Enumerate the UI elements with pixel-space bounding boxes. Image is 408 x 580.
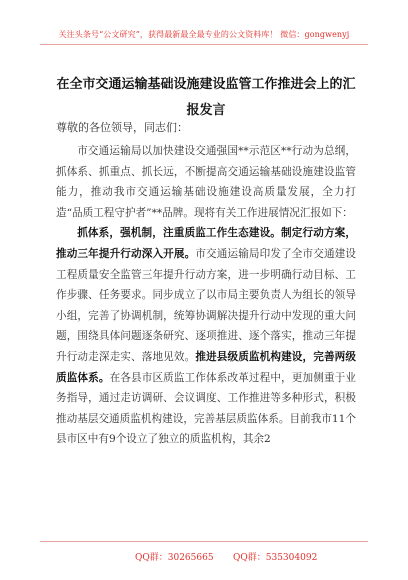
footer-divider [40,541,368,542]
paragraph-section-1 [56,223,356,450]
section-text-2: 在各县市区质监工作体系改革过程中，更加侧重于业务指导，通过走访调研、会议调度、工作推进等多种形式，积极推动基层交通质监机构建设，完善基层质监体系。目前我市11个县市区中有9个设立了独立的质监机构，其余2 [56,371,356,446]
greeting: 尊敬的各位领导，同志们： [56,121,188,134]
document-title: 在全市交通运输基础设施建设监管工作推进会上的汇报发言 [56,77,356,118]
header-banner: 关注头条号“公文研究”，获得最新最全最专业的公文资料库！ 微信：gongwenyj [58,30,350,39]
section-heading-1: 抓体系，强机制，注重质监工作生态建设。制定行动方案，推动三年提升行动深入开展。 [56,227,356,260]
header-divider [40,44,368,45]
section-heading-2: 推进县级质监机构建设，完善两级质监体系。 [56,350,356,384]
section-text-1: 市交通运输局印发了全市交通建设工程质量安全监管三年提升行动方案，进一步明确行动目标、工作步骤、任务要求。同步成立了以市局主要负责人为组长的领导小组，完善了协调机制，统筹协调解决提升行动中发现的重大问题，围绕具体问题逐条研究、逐项推进、逐个落实，推动三年提升行动走深走实、落地见效。 [56,247,356,363]
document-body [56,141,356,450]
footer-qq-group-2: QQ群：535304092 [233,553,318,563]
footer-qq-group-1: QQ群：30265665 [135,553,214,563]
paragraph-intro: 市交通运输局以加快建设交通强国**示范区**行动为总纲，抓体系、抓重点、抓长远，不断提高交通运输基础设施建设监管能力，推动我市交通运输基础设施建设高质量发展，全力打造“品质工程守护者”**品牌。现将有关工作进展情况汇报如下： [56,145,356,219]
